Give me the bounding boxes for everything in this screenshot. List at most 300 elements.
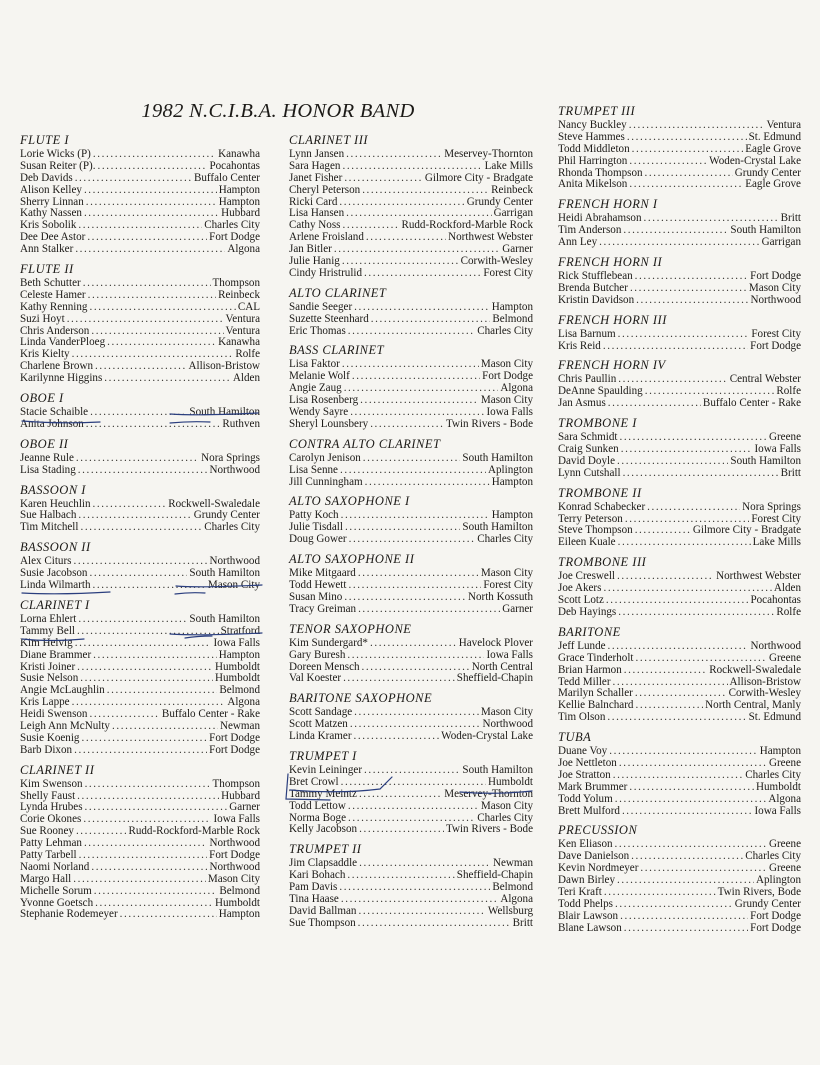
member-name: Melanie Wolf (289, 371, 350, 383)
section-title: TROMBONE II (558, 485, 642, 500)
member-name: Diane Brammer (20, 649, 92, 661)
dot-leader (615, 839, 767, 851)
member-row (289, 419, 533, 431)
member-school: Belmond (492, 882, 533, 894)
section-title: TROMBONE III (558, 555, 647, 570)
member-row (558, 283, 801, 295)
member-row (289, 371, 533, 383)
member-name: Suzi Hoyt (20, 313, 65, 325)
member-name: Lynn Cutshall (558, 467, 621, 479)
dot-leader (617, 456, 728, 468)
member-school: Ventura (225, 313, 260, 325)
member-name: Angie McLaughlin (20, 685, 105, 697)
member-name: Kristin Davidson (558, 294, 635, 306)
dot-leader (341, 777, 486, 789)
member-name: Todd Middleton (558, 143, 630, 155)
member-name: Grace Tinderholt (558, 652, 634, 664)
member-school: Fort Dodge (750, 340, 801, 352)
dot-leader (619, 758, 767, 770)
dot-leader (344, 592, 466, 604)
member-school: Algona (227, 697, 260, 709)
member-name: Jill Cunningham (289, 476, 363, 488)
dot-leader (362, 185, 489, 197)
member-school: Pocahontas (209, 160, 260, 172)
member-name: Scott Matzen (289, 719, 348, 731)
member-row (558, 653, 801, 665)
member-school: Ruthven (222, 418, 260, 430)
dot-leader (346, 208, 491, 220)
section-title: TUBA (558, 730, 592, 745)
member-row (558, 468, 801, 480)
member-row (289, 510, 533, 522)
dot-leader (350, 407, 484, 419)
dot-leader (72, 349, 234, 361)
section (558, 358, 801, 410)
member-row (20, 208, 260, 220)
dot-leader (348, 801, 479, 813)
member-name: Sue Rooney (20, 826, 74, 838)
member-school: St. Edmund (748, 712, 801, 724)
dot-leader (604, 887, 716, 899)
member-row (558, 899, 801, 911)
member-row (558, 444, 801, 456)
member-school: Mason City (480, 568, 533, 580)
section-title: PRECUSSION (558, 823, 638, 838)
member-school: Twin Rivers, Bode (717, 886, 801, 898)
member-school: Corwith-Wesley (460, 256, 533, 268)
member-school: Eagle Grove (745, 179, 801, 191)
member-row (289, 650, 533, 662)
member-school: Britt (512, 917, 533, 929)
member-row (558, 923, 801, 935)
member-name: Wendy Sayre (289, 407, 349, 419)
member-row (289, 256, 533, 268)
dot-leader (112, 721, 218, 733)
member-name: Lisa Rosenberg (289, 395, 359, 407)
member-row (558, 571, 801, 583)
member-row (20, 745, 260, 757)
member-name: Carolyn Jenison (289, 452, 361, 464)
member-row (20, 826, 260, 838)
member-row (289, 824, 533, 836)
dot-leader (618, 537, 751, 549)
member-school: Grundy Center (466, 196, 533, 208)
dot-leader (73, 556, 207, 568)
member-school: Twin Rivers - Bode (445, 418, 533, 430)
member-school: Aplington (756, 875, 801, 887)
dot-leader (608, 641, 749, 653)
section (558, 104, 801, 191)
member-row (289, 731, 533, 743)
dot-leader (635, 688, 727, 700)
member-row (289, 707, 533, 719)
dot-leader (359, 824, 444, 836)
section-title: BASS CLARINET (289, 343, 385, 358)
member-school: Iowa Falls (754, 805, 801, 817)
member-name: Phil Harrington (558, 155, 628, 167)
member-row (20, 220, 260, 232)
member-row (289, 719, 533, 731)
section (558, 555, 801, 619)
member-school: Garrigan (761, 237, 801, 249)
section-title: TROMBONE I (558, 416, 637, 431)
member-name: Lisa Senne (289, 464, 338, 476)
section (20, 133, 260, 256)
member-school: Woden-Crystal Lake (441, 731, 533, 743)
section (289, 749, 533, 836)
member-school: Newman (492, 858, 533, 870)
member-name: Cathy Noss (289, 220, 341, 232)
member-school: Belmond (492, 313, 533, 325)
member-row (20, 161, 260, 173)
member-row (20, 361, 260, 373)
dot-leader (95, 361, 186, 373)
member-row (558, 677, 801, 689)
member-name: Cheryl Peterson (289, 184, 361, 196)
dot-leader (88, 290, 216, 302)
section (558, 197, 801, 249)
member-school: Charles City (477, 812, 533, 824)
dot-leader (341, 510, 490, 522)
member-school: Forest City (483, 580, 533, 592)
member-row (20, 850, 260, 862)
section-title: ALTO CLARINET (289, 285, 387, 300)
dot-leader (347, 870, 454, 882)
member-name: Beth Schutter (20, 278, 81, 290)
section (289, 494, 533, 546)
dot-leader (89, 568, 187, 580)
dot-leader (613, 770, 744, 782)
member-name: Deb Hayings (558, 606, 617, 618)
member-row (558, 341, 801, 353)
member-name: Duane Voy (558, 746, 608, 758)
section (20, 391, 260, 431)
section-title: FRENCH HORN IV (558, 358, 666, 373)
section (20, 437, 260, 477)
section-title: CLARINET II (20, 762, 95, 777)
member-school: Forest City (751, 328, 801, 340)
member-school: South Hamilton (730, 225, 801, 237)
member-name: Janet Fisher (289, 172, 343, 184)
member-row (289, 268, 533, 280)
member-row (20, 407, 260, 419)
member-row (558, 758, 801, 770)
member-school: Charles City (477, 534, 533, 546)
member-school: Sheffield-Chapin (456, 673, 533, 685)
member-row (20, 522, 260, 534)
dot-leader (341, 894, 499, 906)
member-row (558, 607, 801, 619)
member-row (20, 814, 260, 826)
dot-leader (629, 782, 754, 794)
roster-column-1 (20, 133, 260, 927)
dot-leader (635, 271, 748, 283)
dot-leader (75, 638, 212, 650)
member-name: Leigh Ann McNulty (20, 720, 110, 732)
dot-leader (78, 510, 191, 522)
member-name: Todd Yolum (558, 793, 613, 805)
member-row (20, 314, 260, 326)
member-name: Doreen Mensch (289, 661, 360, 673)
page-title: 1982 N.C.I.B.A. HONOR BAND (141, 100, 415, 122)
member-name: Shelly Faust (20, 790, 76, 802)
member-name: Pam Davis (289, 882, 338, 894)
section (289, 622, 533, 686)
member-school: Meservey-Thornton (444, 788, 533, 800)
member-school: Garner (229, 802, 260, 814)
member-row (289, 604, 533, 616)
member-row (20, 838, 260, 850)
member-name: Chris Paullin (558, 374, 617, 386)
dot-leader (334, 244, 500, 256)
member-name: Kristi Joiner (20, 661, 76, 673)
member-row (289, 765, 533, 777)
member-name: Patty Tarbell (20, 849, 77, 861)
dot-leader (362, 662, 470, 674)
dot-leader (629, 120, 765, 132)
member-school: Charles City (204, 220, 260, 232)
member-school: Hampton (218, 184, 260, 196)
member-school: Rockwell-Swaledale (709, 664, 801, 676)
member-school: Greene (768, 757, 801, 769)
member-school: South Hamilton (730, 455, 801, 467)
member-school: Central Webster (729, 374, 801, 386)
member-row (20, 173, 260, 185)
member-name: Kathy Renning (20, 301, 88, 313)
section (289, 133, 533, 280)
member-name: Joe Creswell (558, 571, 615, 583)
member-name: Blair Lawson (558, 910, 619, 922)
member-row (558, 875, 801, 887)
member-row (558, 168, 801, 180)
member-name: Tammy Bell (20, 625, 75, 637)
member-name: Craig Sunken (558, 444, 619, 456)
member-name: Tedd Miller (558, 676, 611, 688)
member-school: Charles City (477, 325, 533, 337)
dot-leader (599, 237, 759, 249)
dot-leader (347, 650, 484, 662)
dot-leader (364, 765, 460, 777)
member-school: Humboldt (215, 897, 260, 909)
section-title: OBOE II (20, 436, 69, 451)
member-school: Hubbard (221, 790, 260, 802)
dot-leader (354, 302, 490, 314)
dot-leader (615, 899, 733, 911)
member-name: Anita Mikelson (558, 179, 628, 191)
member-row (558, 329, 801, 341)
member-row (289, 149, 533, 161)
member-row (289, 580, 533, 592)
dot-leader (350, 719, 481, 731)
member-row (20, 862, 260, 874)
member-school: Iowa Falls (486, 407, 533, 419)
member-school: Thompson (212, 278, 260, 290)
member-school: Forest City (483, 267, 533, 279)
member-name: Lorie Wicks (P) (20, 149, 91, 160)
dot-leader (364, 268, 481, 280)
section (20, 598, 260, 757)
dot-leader (617, 571, 714, 583)
member-school: Garner (502, 244, 533, 256)
member-name: Jan Bitler (289, 244, 332, 256)
member-name: Kim Helvig (20, 637, 73, 649)
member-row (289, 208, 533, 220)
member-row (20, 349, 260, 361)
dot-leader (73, 874, 206, 886)
member-school: CAL (237, 301, 260, 313)
member-school: Rolfe (235, 349, 260, 361)
member-name: Tim Mitchell (20, 522, 79, 534)
member-school: Northwood (209, 556, 260, 568)
dot-leader (358, 906, 485, 918)
dot-leader (95, 898, 213, 910)
member-name: David Ballman (289, 905, 357, 917)
dot-leader (84, 208, 219, 220)
member-school: Iowa Falls (754, 444, 801, 456)
dot-leader (93, 149, 216, 161)
member-school: Fort Dodge (209, 732, 260, 744)
member-name: Lisa Faktor (289, 359, 340, 371)
dot-leader (76, 826, 127, 838)
member-row (289, 858, 533, 870)
member-name: Scott Sandage (289, 707, 353, 719)
dot-leader (339, 882, 490, 894)
member-name: Linda VanderPloeg (20, 337, 106, 349)
member-school: North Central (471, 661, 533, 673)
member-row (20, 326, 260, 338)
member-name: Kevin Leininger (289, 764, 363, 776)
member-school: Buffalo Center - Rake (161, 709, 260, 721)
member-school: Fort Dodge (209, 744, 260, 756)
dot-leader (603, 583, 771, 595)
member-row (289, 465, 533, 477)
member-name: Dave Danielson (558, 851, 630, 863)
member-name: Joe Stratton (558, 769, 611, 781)
member-row (289, 673, 533, 685)
member-row (20, 453, 260, 465)
member-name: Lorna Ehlert (20, 613, 77, 625)
dot-leader (624, 923, 748, 935)
dot-leader (80, 522, 202, 534)
dot-leader (86, 197, 217, 209)
member-name: Ken Eliason (558, 839, 613, 851)
dot-leader (622, 806, 753, 818)
member-row (558, 398, 801, 410)
dot-leader (346, 149, 442, 161)
dot-leader (104, 373, 231, 385)
member-school: Hampton (218, 649, 260, 661)
member-school: Nora Springs (742, 501, 801, 513)
dot-leader (645, 168, 733, 180)
dot-leader (630, 283, 747, 295)
member-name: Karilynne Higgins (20, 373, 103, 385)
section (289, 286, 533, 338)
member-name: Teri Kraft (558, 886, 602, 898)
dot-leader (83, 814, 211, 826)
member-name: Alison Kelley (20, 184, 82, 196)
member-school: Buffalo Center - Rake (702, 398, 801, 410)
dot-leader (345, 522, 460, 534)
member-row (558, 887, 801, 899)
section-title: BARITONE (558, 624, 621, 639)
member-school: Hampton (491, 301, 533, 313)
dot-leader (358, 604, 500, 616)
member-school: Corwith-Wesley (728, 688, 801, 700)
dot-leader (359, 858, 491, 870)
section-title: ALTO SAXOPHONE I (289, 494, 410, 509)
member-name: Alex Citurs (20, 556, 72, 568)
dot-leader (75, 244, 225, 256)
dot-leader (354, 707, 479, 719)
dot-leader (91, 326, 223, 338)
member-name: Blane Lawson (558, 922, 622, 934)
member-name: Heidi Abrahamson (558, 213, 642, 225)
member-name: Kelly Jacobson (289, 824, 358, 836)
member-row (558, 374, 801, 386)
member-name: Kim Sundergard* (289, 637, 368, 649)
member-school: Rockwell-Swaledale (168, 498, 260, 510)
member-name: Michelle Sorum (20, 885, 92, 897)
member-row (558, 502, 801, 514)
member-row (289, 906, 533, 918)
member-row (289, 453, 533, 465)
section-title: OBOE I (20, 391, 64, 406)
dot-leader (608, 398, 701, 410)
dot-leader (623, 225, 728, 237)
member-name: Konrad Schabecker (558, 501, 646, 513)
dot-leader (363, 453, 461, 465)
member-name: Eric Thomas (289, 325, 346, 337)
member-name: Heidi Swenson (20, 709, 88, 721)
member-school: Charles City (745, 851, 801, 863)
member-row (289, 522, 533, 534)
member-school: South Hamilton (189, 613, 260, 625)
dot-leader (74, 745, 207, 757)
member-name: Brenda Butcher (558, 282, 628, 294)
member-row (289, 173, 533, 185)
member-row (20, 791, 260, 803)
section (289, 691, 533, 743)
member-row (289, 197, 533, 209)
member-school: Northwood (209, 464, 260, 476)
member-name: Arlene Froisland (289, 232, 364, 244)
member-row (558, 120, 801, 132)
member-school: Belmond (219, 685, 260, 697)
member-school: Greene (768, 839, 801, 851)
dot-leader (89, 709, 159, 721)
member-school: Iowa Falls (213, 814, 260, 826)
member-name: Charlene Brown (20, 361, 94, 373)
dot-leader (365, 477, 490, 489)
dot-leader (78, 614, 187, 626)
member-school: Kanawha (218, 149, 260, 160)
member-school: Alden (232, 373, 260, 385)
dot-leader (348, 326, 475, 338)
dot-leader (619, 432, 767, 444)
member-school: South Hamilton (189, 568, 260, 580)
section (558, 823, 801, 934)
member-name: Sherry Linnan (20, 196, 84, 208)
member-name: Bret Crowl (289, 776, 339, 788)
dot-leader (107, 685, 218, 697)
member-row (20, 149, 260, 161)
member-school: South Hamilton (462, 764, 533, 776)
member-row (558, 806, 801, 818)
member-school: Allison-Bristow (729, 676, 801, 688)
member-school: Reinbeck (218, 289, 260, 301)
dot-leader (342, 359, 479, 371)
member-row (289, 592, 533, 604)
